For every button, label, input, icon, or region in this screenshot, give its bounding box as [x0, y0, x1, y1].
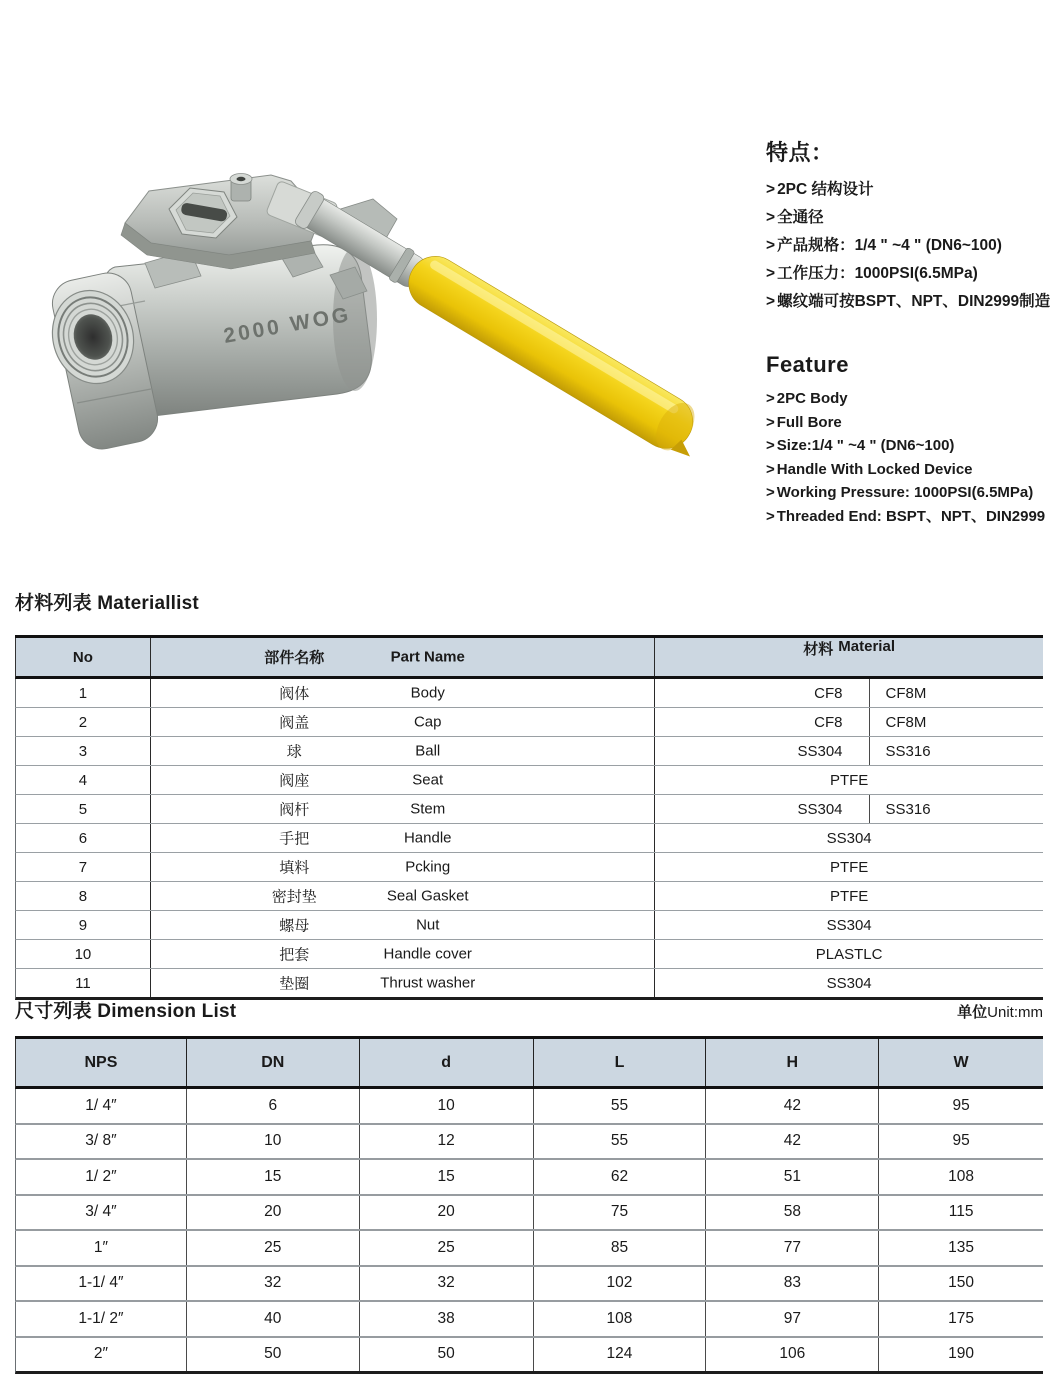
dimension-cell: 190 — [878, 1338, 1043, 1372]
dimension-table-row — [15, 1125, 1043, 1161]
gt-bullet: > — [766, 176, 775, 204]
dimension-cell: 55 — [533, 1125, 706, 1159]
feature-text: Full Bore — [777, 411, 842, 435]
material-table-row — [15, 679, 1043, 708]
dimension-cell: 1-1/ 2″ — [16, 1302, 186, 1336]
material-value — [655, 679, 1043, 707]
dimension-cell: 32 — [359, 1267, 533, 1301]
material-part-name — [151, 940, 655, 968]
material-option-b: CF8M — [869, 708, 1043, 736]
gt-bullet: > — [766, 260, 775, 288]
dimension-cell: 58 — [705, 1196, 878, 1230]
dimension-cell: 85 — [533, 1231, 706, 1265]
dimension-cell: 135 — [878, 1231, 1043, 1265]
material-single: SS304 — [655, 911, 1043, 939]
product-photo — [25, 135, 745, 495]
material-value — [655, 940, 1043, 968]
part-name-en: Ball — [415, 743, 440, 760]
features-cn-title: 特点： — [766, 136, 1057, 167]
part-name-en: Thrust washer — [380, 975, 475, 992]
material-value — [655, 853, 1043, 881]
dimension-cell: 3/ 8″ — [16, 1125, 186, 1159]
dimension-cell: 124 — [533, 1338, 706, 1372]
material-option-a: CF8 — [655, 708, 868, 736]
dimension-cell: 95 — [878, 1089, 1043, 1123]
material-table-rows — [15, 679, 1043, 1000]
dimension-table-row — [15, 1089, 1043, 1125]
dimension-cell: 42 — [705, 1089, 878, 1123]
dimension-cell: 55 — [533, 1089, 706, 1123]
dimension-cell: 106 — [705, 1338, 878, 1372]
dimension-cell: 51 — [705, 1160, 878, 1194]
part-name-cn: 填料 — [279, 857, 309, 878]
material-part-name — [151, 911, 655, 939]
dimension-cell: 102 — [533, 1267, 706, 1301]
dimension-cell: 2″ — [16, 1338, 186, 1372]
material-single: SS304 — [655, 969, 1043, 997]
dimension-cell: 95 — [878, 1125, 1043, 1159]
material-no: 1 — [16, 679, 151, 707]
header-no: No — [16, 638, 151, 676]
feature-item — [766, 176, 1057, 204]
header-material-en: Material — [838, 638, 895, 676]
dimension-cell: 150 — [878, 1267, 1043, 1301]
material-part-name — [151, 737, 655, 765]
material-table-row — [15, 911, 1043, 940]
part-name-cn: 手把 — [279, 828, 309, 849]
feature-item — [766, 260, 1057, 288]
feature-text: 全通径 — [777, 204, 824, 232]
material-no: 11 — [16, 969, 151, 997]
dimension-cell: 108 — [878, 1160, 1043, 1194]
dimension-table-row — [15, 1196, 1043, 1232]
material-table-header — [15, 638, 1043, 679]
features-en-title: Feature — [766, 352, 1057, 378]
material-value — [655, 824, 1043, 852]
feature-item — [766, 481, 1057, 505]
material-part-name — [151, 853, 655, 881]
feature-item — [766, 505, 1057, 529]
material-list-title: 材料列表 Materiallist — [15, 588, 199, 615]
gt-bullet: > — [766, 232, 775, 260]
material-option-b: SS316 — [869, 737, 1043, 765]
dimension-cell: 15 — [359, 1160, 533, 1194]
header-d: d — [359, 1039, 533, 1086]
part-name-cn: 球 — [287, 741, 302, 762]
material-option-a: SS304 — [655, 737, 868, 765]
part-name-cn: 密封垫 — [272, 886, 317, 907]
gt-bullet: > — [766, 458, 775, 482]
part-name-en: Stem — [410, 801, 445, 818]
material-value — [655, 969, 1043, 997]
dimension-table-row — [15, 1267, 1043, 1303]
dimension-cell: 6 — [186, 1089, 359, 1123]
material-part-name — [151, 766, 655, 794]
material-no: 4 — [16, 766, 151, 794]
dimension-cell: 25 — [359, 1231, 533, 1265]
feature-item — [766, 434, 1057, 458]
material-part-name — [151, 824, 655, 852]
dimension-list-section — [15, 996, 1043, 1374]
dimension-cell: 62 — [533, 1160, 706, 1194]
part-name-en: Seat — [412, 772, 443, 789]
material-table-row — [15, 824, 1043, 853]
unit-label-en: Unit:mm — [987, 1004, 1043, 1021]
dimension-cell: 108 — [533, 1302, 706, 1336]
part-name-cn: 阀座 — [279, 770, 309, 791]
part-name-cn: 垫圈 — [279, 973, 309, 994]
header-nps: NPS — [16, 1039, 186, 1086]
material-table-row — [15, 737, 1043, 766]
material-value — [655, 911, 1043, 939]
dimension-cell: 77 — [705, 1231, 878, 1265]
material-table-row — [15, 708, 1043, 737]
features-en-block — [766, 352, 1057, 528]
dimension-cell: 38 — [359, 1302, 533, 1336]
material-table — [15, 635, 1043, 1000]
dimension-cell: 97 — [705, 1302, 878, 1336]
material-no: 2 — [16, 708, 151, 736]
dimension-cell: 1″ — [16, 1231, 186, 1265]
material-no: 3 — [16, 737, 151, 765]
feature-text: Handle With Locked Device — [777, 458, 973, 482]
gt-bullet: > — [766, 481, 775, 505]
body-marking-text: 2000 WOG — [222, 303, 353, 348]
dimension-table-header — [15, 1039, 1043, 1089]
gt-bullet: > — [766, 505, 775, 529]
dimension-cell: 3/ 4″ — [16, 1196, 186, 1230]
feature-item — [766, 458, 1057, 482]
features-cn-block — [766, 136, 1057, 316]
dimension-cell: 15 — [186, 1160, 359, 1194]
ball-valve-illustration — [25, 135, 745, 495]
feature-text: 产品规格：1/4 " ~4 " (DN6~100) — [777, 232, 1002, 260]
header-part-name — [151, 638, 655, 676]
dimension-cell: 1-1/ 4″ — [16, 1267, 186, 1301]
dimension-cell: 175 — [878, 1302, 1043, 1336]
material-no: 10 — [16, 940, 151, 968]
header-w: W — [878, 1039, 1043, 1086]
material-single: PLASTLC — [655, 940, 1043, 968]
material-value — [655, 708, 1043, 736]
feature-text: Size:1/4 " ~4 " (DN6~100) — [777, 434, 955, 458]
part-name-en: Handle cover — [384, 946, 472, 963]
dimension-cell: 10 — [186, 1125, 359, 1159]
header-dn: DN — [186, 1039, 359, 1086]
material-single: PTFE — [655, 766, 1043, 794]
material-part-name — [151, 679, 655, 707]
material-no: 8 — [16, 882, 151, 910]
header-l: L — [533, 1039, 706, 1086]
part-name-en: Nut — [416, 917, 439, 934]
feature-item — [766, 204, 1057, 232]
feature-text: 2PC Body — [777, 387, 848, 411]
dimension-cell: 32 — [186, 1267, 359, 1301]
header-part-name-en: Part Name — [391, 649, 465, 666]
dimension-table-row — [15, 1231, 1043, 1267]
dimension-table-rows — [15, 1089, 1043, 1374]
material-table-row — [15, 766, 1043, 795]
gt-bullet: > — [766, 387, 775, 411]
material-table-row — [15, 853, 1043, 882]
unit-label-cn: 单位 — [957, 1004, 987, 1021]
dimension-cell: 75 — [533, 1196, 706, 1230]
part-name-en: Handle — [404, 830, 452, 847]
material-no: 9 — [16, 911, 151, 939]
material-no: 7 — [16, 853, 151, 881]
part-name-en: Cap — [414, 714, 442, 731]
material-option-a: SS304 — [655, 795, 868, 823]
header-part-name-cn: 部件名称 — [264, 647, 324, 668]
gt-bullet: > — [766, 204, 775, 232]
material-option-a: CF8 — [655, 679, 868, 707]
dimension-cell: 10 — [359, 1089, 533, 1123]
feature-item — [766, 411, 1057, 435]
dimension-cell: 50 — [186, 1338, 359, 1372]
part-name-cn: 阀杆 — [279, 799, 309, 820]
valve-lock-pin — [230, 174, 252, 202]
part-name-cn: 螺母 — [279, 915, 309, 936]
feature-item — [766, 288, 1057, 316]
material-single: SS304 — [655, 824, 1043, 852]
feature-text: Threaded End: BSPT、NPT、DIN2999 — [777, 505, 1045, 529]
material-part-name — [151, 969, 655, 997]
material-value — [655, 882, 1043, 910]
material-list-section — [15, 588, 1043, 1000]
material-no: 6 — [16, 824, 151, 852]
gt-bullet: > — [766, 434, 775, 458]
material-table-row — [15, 882, 1043, 911]
dimension-cell: 42 — [705, 1125, 878, 1159]
features-cn-list — [766, 176, 1057, 316]
material-part-name — [151, 795, 655, 823]
material-single: PTFE — [655, 853, 1043, 881]
feature-text: 螺纹端可按BSPT、NPT、DIN2999制造 — [777, 288, 1050, 316]
header-material — [655, 638, 1043, 676]
material-part-name — [151, 708, 655, 736]
dimension-cell: 40 — [186, 1302, 359, 1336]
handle-grip — [399, 247, 713, 464]
material-option-b: SS316 — [869, 795, 1043, 823]
feature-item — [766, 232, 1057, 260]
part-name-en: Seal Gasket — [387, 888, 469, 905]
material-value — [655, 766, 1043, 794]
part-name-en: Pcking — [405, 859, 450, 876]
dimension-cell: 1/ 4″ — [16, 1089, 186, 1123]
material-table-row — [15, 940, 1043, 969]
gt-bullet: > — [766, 288, 775, 316]
feature-item — [766, 387, 1057, 411]
material-option-b: CF8M — [869, 679, 1043, 707]
gt-bullet: > — [766, 411, 775, 435]
dimension-list-title: 尺寸列表 Dimension List — [15, 996, 236, 1023]
dimension-cell: 12 — [359, 1125, 533, 1159]
material-part-name — [151, 882, 655, 910]
feature-text: 2PC 结构设计 — [777, 176, 873, 204]
dimension-cell: 83 — [705, 1267, 878, 1301]
material-value — [655, 795, 1043, 823]
dimension-table-row — [15, 1160, 1043, 1196]
material-table-row — [15, 795, 1043, 824]
material-single: PTFE — [655, 882, 1043, 910]
features-en-list — [766, 387, 1057, 528]
dimension-cell: 1/ 2″ — [16, 1160, 186, 1194]
dimension-cell: 20 — [359, 1196, 533, 1230]
part-name-en: Body — [411, 685, 445, 702]
part-name-cn: 阀盖 — [279, 712, 309, 733]
dimension-table-row — [15, 1338, 1043, 1374]
header-material-cn: 材料 — [803, 638, 833, 676]
dimension-cell: 20 — [186, 1196, 359, 1230]
header-h: H — [705, 1039, 878, 1086]
dimension-table-row — [15, 1302, 1043, 1338]
material-no: 5 — [16, 795, 151, 823]
dimension-cell: 115 — [878, 1196, 1043, 1230]
dimension-table — [15, 1036, 1043, 1374]
part-name-cn: 阀体 — [279, 683, 309, 704]
dimension-cell: 50 — [359, 1338, 533, 1372]
dimension-cell: 25 — [186, 1231, 359, 1265]
unit-label — [957, 1001, 1043, 1022]
feature-text: Working Pressure: 1000PSI(6.5MPa) — [777, 481, 1034, 505]
material-value — [655, 737, 1043, 765]
part-name-cn: 把套 — [279, 944, 309, 965]
feature-text: 工作压力：1000PSI(6.5MPa) — [777, 260, 978, 288]
